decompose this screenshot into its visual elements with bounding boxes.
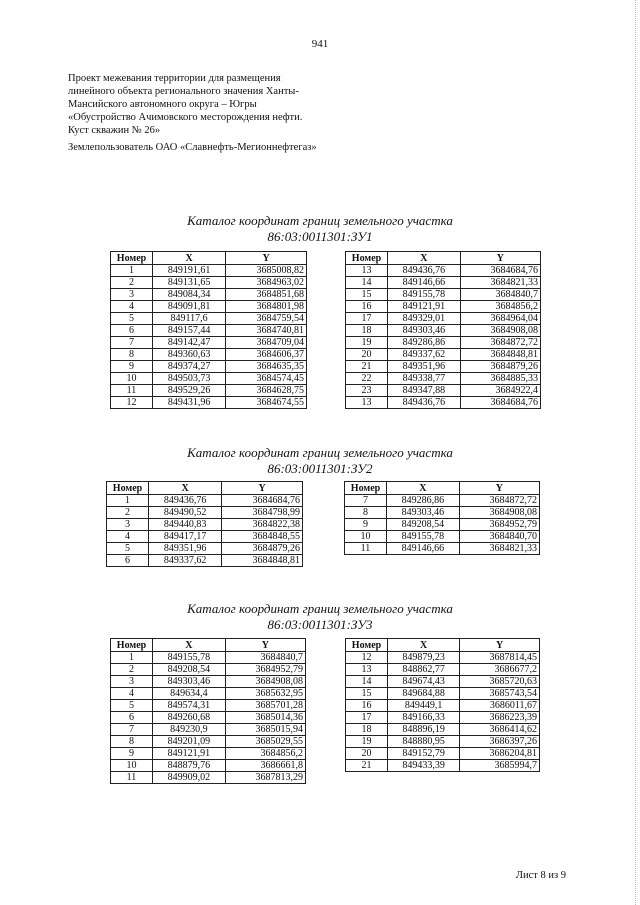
x-coordinate-cell: 849634,4 [153,688,226,700]
y-column-header: Y [459,482,539,495]
point-number-cell: 13 [346,664,388,676]
point-number-cell: 20 [346,748,388,760]
y-coordinate-cell: 3684872,72 [460,337,540,349]
y-coordinate-cell: 3684684,76 [460,265,540,277]
y-coordinate-cell: 3684952,79 [225,664,305,676]
x-coordinate-cell: 849574,31 [153,700,226,712]
x-coordinate-cell: 849436,76 [388,397,461,409]
sheet-footer: Лист 8 из 9 [515,870,566,881]
point-number-cell: 6 [111,325,153,337]
point-number-cell: 22 [346,373,388,385]
y-column-header: Y [460,252,540,265]
y-column-header: Y [222,482,303,495]
table-row [346,724,540,736]
table-row [107,495,303,507]
point-number-cell: 9 [111,361,153,373]
x-column-header: X [153,252,226,265]
point-number-cell: 3 [111,289,153,301]
y-coordinate-cell: 3685015,94 [225,724,305,736]
table-row [107,507,303,519]
point-number-cell: 10 [111,760,153,772]
y-coordinate-cell: 3685632,95 [225,688,305,700]
y-coordinate-cell: 3684840,70 [459,531,539,543]
table-header-row [346,252,541,265]
x-column-header: X [388,252,461,265]
point-number-cell: 1 [111,652,153,664]
table-row [345,495,540,507]
table-row [346,652,540,664]
y-coordinate-cell: 3684908,08 [459,507,539,519]
y-coordinate-cell: 3685743,54 [460,688,540,700]
coordinates-table-zu1-left [110,251,307,409]
point-number-cell: 4 [111,301,153,313]
x-coordinate-cell: 848879,76 [153,760,226,772]
y-coordinate-cell: 3684848,81 [460,349,540,361]
table-row [107,543,303,555]
x-coordinate-cell: 849879,23 [388,652,460,664]
y-coordinate-cell: 3684798,99 [222,507,303,519]
point-number-cell: 5 [111,700,153,712]
number-column-header: Номер [346,639,388,652]
number-column-header: Номер [107,482,149,495]
y-coordinate-cell: 3684674,55 [226,397,307,409]
y-coordinate-cell: 3684684,76 [460,397,540,409]
x-coordinate-cell: 849337,62 [388,349,461,361]
number-column-header: Номер [111,252,153,265]
y-coordinate-cell: 3684628,75 [226,385,307,397]
y-coordinate-cell: 3684848,81 [222,555,303,567]
y-coordinate-cell: 3684822,38 [222,519,303,531]
table-row [111,712,306,724]
x-coordinate-cell: 849684,88 [388,688,460,700]
point-number-cell: 12 [346,652,388,664]
table-row [111,289,307,301]
point-number-cell: 13 [346,397,388,409]
x-coordinate-cell: 849155,78 [387,531,460,543]
y-coordinate-cell: 3684964,04 [460,313,540,325]
point-number-cell: 7 [111,724,153,736]
table-row [107,531,303,543]
catalog-title [0,445,640,477]
x-column-header: X [153,639,226,652]
catalog-code: 86:03:0011301:ЗУ1 [267,229,373,244]
y-coordinate-cell: 3684801,98 [226,301,307,313]
x-column-header: X [388,639,460,652]
table-row [111,700,306,712]
x-coordinate-cell: 849121,91 [153,748,226,760]
y-coordinate-cell: 3684963,02 [226,277,307,289]
catalog-title-text: Каталог координат границ земельного участка [187,213,453,228]
x-coordinate-cell: 849909,02 [153,772,226,784]
point-number-cell: 7 [345,495,387,507]
point-number-cell: 15 [346,289,388,301]
table-row [345,519,540,531]
table-row [346,277,541,289]
y-coordinate-cell: 3684709,04 [226,337,307,349]
x-coordinate-cell: 849084,34 [153,289,226,301]
table-row [346,373,541,385]
land-user: Землепользователь ОАО «Славнефть-Мегионнефтегаз» [68,142,317,153]
point-number-cell: 5 [111,313,153,325]
x-coordinate-cell: 849166,33 [388,712,460,724]
x-coordinate-cell: 849091,81 [153,301,226,313]
y-coordinate-cell: 3684879,26 [460,361,540,373]
x-coordinate-cell: 849303,46 [153,676,226,688]
x-coordinate-cell: 849360,63 [153,349,226,361]
point-number-cell: 10 [111,373,153,385]
y-coordinate-cell: 3684821,33 [459,543,539,555]
coordinates-table-zu3-left [110,638,306,784]
x-coordinate-cell: 848880,95 [388,736,460,748]
catalog-title-text: Каталог координат границ земельного участка [187,601,453,616]
project-description [68,72,317,154]
project-line: «Обустройство Ачимовского месторождения нефти. [68,112,303,123]
table-row [111,373,307,385]
coordinates-table-zu2-right [344,481,540,555]
x-coordinate-cell: 849329,01 [388,313,461,325]
catalog-code: 86:03:0011301:ЗУ3 [267,617,373,632]
table-row [111,337,307,349]
table-row [346,760,540,772]
table-row [107,555,303,567]
coordinates-table-zu1-right [345,251,541,409]
number-column-header: Номер [345,482,387,495]
point-number-cell: 10 [345,531,387,543]
y-coordinate-cell: 3684872,72 [459,495,539,507]
x-coordinate-cell: 849529,26 [153,385,226,397]
table-row [111,313,307,325]
catalog-code: 86:03:0011301:ЗУ2 [267,461,373,476]
x-coordinate-cell: 849417,17 [149,531,222,543]
table-row [111,265,307,277]
x-coordinate-cell: 849142,47 [153,337,226,349]
table-row [111,397,307,409]
catalog-zu3 [0,601,640,633]
point-number-cell: 16 [346,301,388,313]
catalog-title-text: Каталог координат границ земельного участка [187,445,453,460]
x-coordinate-cell: 849117,6 [153,313,226,325]
x-column-header: X [387,482,460,495]
x-coordinate-cell: 849433,39 [388,760,460,772]
table-header-row [111,252,307,265]
table-row [111,277,307,289]
y-coordinate-cell: 3684856,2 [460,301,540,313]
point-number-cell: 19 [346,736,388,748]
x-coordinate-cell: 849157,44 [153,325,226,337]
point-number-cell: 17 [346,712,388,724]
x-coordinate-cell: 849201,09 [153,736,226,748]
y-coordinate-cell: 3684879,26 [222,543,303,555]
point-number-cell: 18 [346,325,388,337]
table-row [346,688,540,700]
y-coordinate-cell: 3684885,33 [460,373,540,385]
point-number-cell: 19 [346,337,388,349]
y-coordinate-cell: 3687813,29 [225,772,305,784]
table-row [345,543,540,555]
table-row [346,664,540,676]
table-row [346,313,541,325]
point-number-cell: 4 [107,531,149,543]
table-row [111,385,307,397]
y-coordinate-cell: 3684759,54 [226,313,307,325]
coordinates-table-zu3-right [345,638,540,772]
y-coordinate-cell: 3684856,2 [225,748,305,760]
point-number-cell: 11 [111,385,153,397]
point-number-cell: 15 [346,688,388,700]
point-number-cell: 9 [111,748,153,760]
x-coordinate-cell: 849436,76 [149,495,222,507]
x-coordinate-cell: 849347,88 [388,385,461,397]
table-row [345,507,540,519]
x-coordinate-cell: 849436,76 [388,265,461,277]
x-coordinate-cell: 849303,46 [388,325,461,337]
point-number-cell: 2 [111,664,153,676]
y-coordinate-cell: 3685029,55 [225,736,305,748]
point-number-cell: 5 [107,543,149,555]
page-number: 941 [311,38,329,50]
catalog-zu2 [0,445,640,477]
table-row [111,688,306,700]
x-column-header: X [149,482,222,495]
table-row [346,289,541,301]
point-number-cell: 7 [111,337,153,349]
y-column-header: Y [460,639,540,652]
point-number-cell: 12 [111,397,153,409]
point-number-cell: 8 [111,736,153,748]
point-number-cell: 6 [107,555,149,567]
x-coordinate-cell: 849303,46 [387,507,460,519]
x-coordinate-cell: 849440,83 [149,519,222,531]
table-row [346,265,541,277]
y-coordinate-cell: 3685701,28 [225,700,305,712]
x-coordinate-cell: 849208,54 [153,664,226,676]
project-line: Куст скважин № 26» [68,125,161,136]
point-number-cell: 3 [107,519,149,531]
table-row [111,361,307,373]
point-number-cell: 2 [111,277,153,289]
table-row [346,325,541,337]
table-row [111,301,307,313]
table-row [346,301,541,313]
x-coordinate-cell: 849146,66 [387,543,460,555]
point-number-cell: 14 [346,277,388,289]
y-coordinate-cell: 3684922,4 [460,385,540,397]
x-coordinate-cell: 849131,65 [153,277,226,289]
y-coordinate-cell: 3685720,63 [460,676,540,688]
table-row [111,325,307,337]
point-number-cell: 1 [107,495,149,507]
point-number-cell: 18 [346,724,388,736]
point-number-cell: 9 [345,519,387,531]
point-number-cell: 16 [346,700,388,712]
x-coordinate-cell: 848896,19 [388,724,460,736]
x-coordinate-cell: 849431,96 [153,397,226,409]
point-number-cell: 6 [111,712,153,724]
point-number-cell: 20 [346,349,388,361]
x-coordinate-cell: 849152,79 [388,748,460,760]
x-coordinate-cell: 849286,86 [387,495,460,507]
y-coordinate-cell: 3684635,35 [226,361,307,373]
point-number-cell: 11 [111,772,153,784]
number-column-header: Номер [346,252,388,265]
x-coordinate-cell: 849351,96 [149,543,222,555]
x-coordinate-cell: 849490,52 [149,507,222,519]
point-number-cell: 8 [111,349,153,361]
y-coordinate-cell: 3686397,26 [460,736,540,748]
x-coordinate-cell: 849351,96 [388,361,461,373]
y-coordinate-cell: 3686677,2 [460,664,540,676]
x-coordinate-cell: 849337,62 [149,555,222,567]
point-number-cell: 13 [346,265,388,277]
x-coordinate-cell: 849286,86 [388,337,461,349]
point-number-cell: 14 [346,676,388,688]
x-coordinate-cell: 849230,9 [153,724,226,736]
y-coordinate-cell: 3684840,7 [225,652,305,664]
x-coordinate-cell: 849146,66 [388,277,461,289]
table-row [346,337,541,349]
number-column-header: Номер [111,639,153,652]
x-coordinate-cell: 849208,54 [387,519,460,531]
catalog-title [0,601,640,633]
table-row [346,397,541,409]
table-header-row [111,639,306,652]
table-header-row [345,482,540,495]
table-row [111,664,306,676]
project-line: линейного объекта регионального значения Ханты- [68,86,299,97]
y-coordinate-cell: 3684952,79 [459,519,539,531]
project-line: Мансийского автономного округа – Югры [68,99,257,110]
table-row [346,736,540,748]
catalog-zu1 [0,213,640,245]
table-row [345,531,540,543]
y-coordinate-cell: 3687814,45 [460,652,540,664]
table-row [111,676,306,688]
table-row [346,361,541,373]
y-coordinate-cell: 3686223,39 [460,712,540,724]
x-coordinate-cell: 849449,1 [388,700,460,712]
y-coordinate-cell: 3684740,81 [226,325,307,337]
y-coordinate-cell: 3684848,55 [222,531,303,543]
table-row [346,385,541,397]
y-coordinate-cell: 3686011,67 [460,700,540,712]
y-coordinate-cell: 3684606,37 [226,349,307,361]
point-number-cell: 2 [107,507,149,519]
x-coordinate-cell: 849155,78 [153,652,226,664]
table-row [111,652,306,664]
point-number-cell: 21 [346,361,388,373]
y-coordinate-cell: 3684908,08 [460,325,540,337]
y-coordinate-cell: 3684821,33 [460,277,540,289]
table-row [346,748,540,760]
project-line: Проект межевания территории для размещения [68,73,281,84]
table-header-row [346,639,540,652]
y-coordinate-cell: 3685994,7 [460,760,540,772]
y-coordinate-cell: 3684851,68 [226,289,307,301]
y-coordinate-cell: 3685014,36 [225,712,305,724]
table-row [107,519,303,531]
y-column-header: Y [226,252,307,265]
catalog-title [0,213,640,245]
y-coordinate-cell: 3686414,62 [460,724,540,736]
table-row [111,772,306,784]
y-coordinate-cell: 3686661,8 [225,760,305,772]
point-number-cell: 4 [111,688,153,700]
table-row [111,736,306,748]
table-row [346,712,540,724]
y-coordinate-cell: 3684684,76 [222,495,303,507]
x-coordinate-cell: 849338,77 [388,373,461,385]
y-coordinate-cell: 3686204,81 [460,748,540,760]
table-header-row [107,482,303,495]
point-number-cell: 23 [346,385,388,397]
coordinates-table-zu2-left [106,481,303,567]
table-row [111,349,307,361]
point-number-cell: 3 [111,676,153,688]
table-row [346,349,541,361]
x-coordinate-cell: 849374,27 [153,361,226,373]
x-coordinate-cell: 849155,78 [388,289,461,301]
y-column-header: Y [225,639,305,652]
table-row [111,724,306,736]
table-row [111,760,306,772]
y-coordinate-cell: 3685008,82 [226,265,307,277]
point-number-cell: 21 [346,760,388,772]
point-number-cell: 8 [345,507,387,519]
x-coordinate-cell: 848862,77 [388,664,460,676]
table-row [346,700,540,712]
point-number-cell: 17 [346,313,388,325]
x-coordinate-cell: 849121,91 [388,301,461,313]
y-coordinate-cell: 3684908,08 [225,676,305,688]
table-row [111,748,306,760]
x-coordinate-cell: 849260,68 [153,712,226,724]
x-coordinate-cell: 849674,43 [388,676,460,688]
y-coordinate-cell: 3684840,7 [460,289,540,301]
y-coordinate-cell: 3684574,45 [226,373,307,385]
x-coordinate-cell: 849503,73 [153,373,226,385]
point-number-cell: 1 [111,265,153,277]
point-number-cell: 11 [345,543,387,555]
x-coordinate-cell: 849191,61 [153,265,226,277]
table-row [346,676,540,688]
